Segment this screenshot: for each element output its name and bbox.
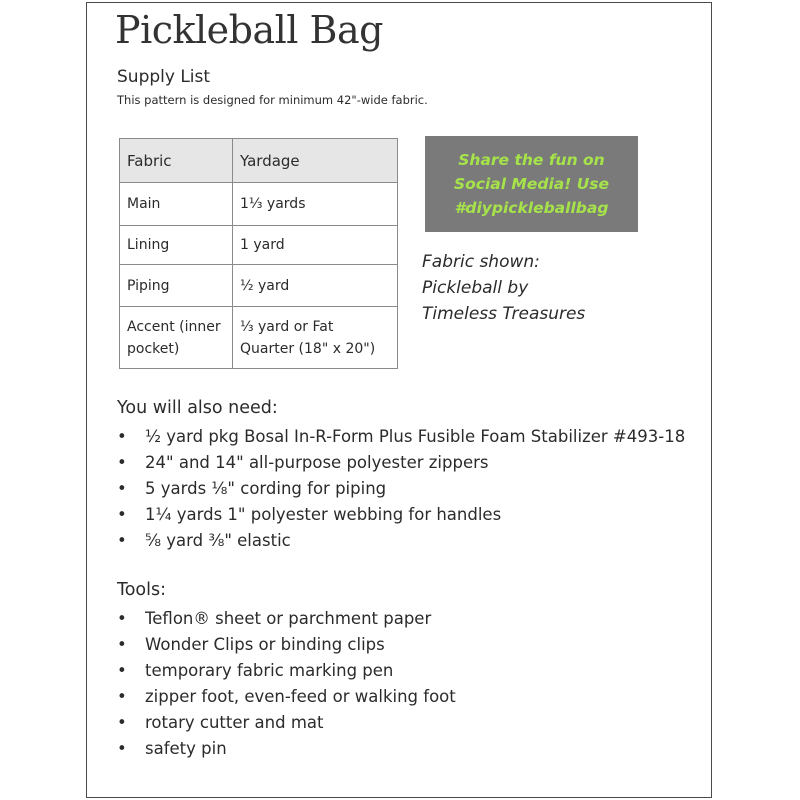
list-item: • Wonder Clips or binding clips: [117, 632, 456, 658]
header-yardage: Yardage: [233, 139, 398, 183]
bullet-icon: •: [117, 739, 127, 758]
table-row: [120, 183, 398, 226]
list-item: • rotary cutter and mat: [117, 710, 456, 736]
list-item: • safety pin: [117, 736, 456, 762]
also-need-heading: You will also need:: [117, 398, 278, 418]
fabric-cell: Piping: [120, 265, 233, 307]
list-item: • 5 yards ⅛" cording for piping: [117, 476, 685, 502]
yardage-cell: 1 yard: [233, 226, 398, 265]
also-need-list: [117, 424, 685, 554]
table-row: [120, 226, 398, 265]
bullet-icon: •: [117, 453, 127, 472]
fabric-cell: Main: [120, 183, 233, 226]
yardage-cell: ½ yard: [233, 265, 398, 307]
fabric-cell: Accent (inner pocket): [120, 307, 233, 369]
fabric-shown-note: [422, 249, 585, 327]
bullet-icon: •: [117, 713, 127, 732]
social-share-text: Share the fun on Social Media! Use #diypickleballbag: [453, 151, 610, 217]
fabric-width-note: This pattern is designed for minimum 42"-wide fabric.: [117, 93, 428, 107]
list-item: • 24" and 14" all-purpose polyester zippers: [117, 450, 685, 476]
tools-list: [117, 606, 456, 762]
header-fabric: Fabric: [120, 139, 233, 183]
bullet-icon: •: [117, 531, 127, 550]
bullet-icon: •: [117, 687, 127, 706]
bullet-icon: •: [117, 505, 127, 524]
bullet-icon: •: [117, 609, 127, 628]
supply-table: [119, 138, 398, 369]
bullet-icon: •: [117, 661, 127, 680]
section-subtitle: Supply List: [117, 67, 211, 87]
list-item: • 1¼ yards 1" polyester webbing for handles: [117, 502, 685, 528]
fabric-shown-line: Pickleball by: [422, 278, 529, 298]
social-share-box: [425, 136, 638, 232]
list-item: • ⅝ yard ⅜" elastic: [117, 528, 685, 554]
yardage-cell: ⅓ yard or Fat Quarter (18" x 20"): [233, 307, 398, 369]
yardage-cell: 1⅓ yards: [233, 183, 398, 226]
list-item: • temporary fabric marking pen: [117, 658, 456, 684]
page-title: Pickleball Bag: [115, 8, 383, 52]
list-item: • Teflon® sheet or parchment paper: [117, 606, 456, 632]
table-row: [120, 265, 398, 307]
tools-heading: Tools:: [117, 580, 167, 600]
table-row: [120, 307, 398, 369]
table-header-row: [120, 139, 398, 183]
fabric-shown-line: Timeless Treasures: [422, 304, 586, 324]
bullet-icon: •: [117, 427, 127, 446]
bullet-icon: •: [117, 635, 127, 654]
fabric-shown-line: Fabric shown:: [422, 252, 540, 272]
bullet-icon: •: [117, 479, 127, 498]
fabric-cell: Lining: [120, 226, 233, 265]
list-item: • ½ yard pkg Bosal In-R-Form Plus Fusible Foam Stabilizer #493-18: [117, 424, 685, 450]
list-item: • zipper foot, even-feed or walking foot: [117, 684, 456, 710]
